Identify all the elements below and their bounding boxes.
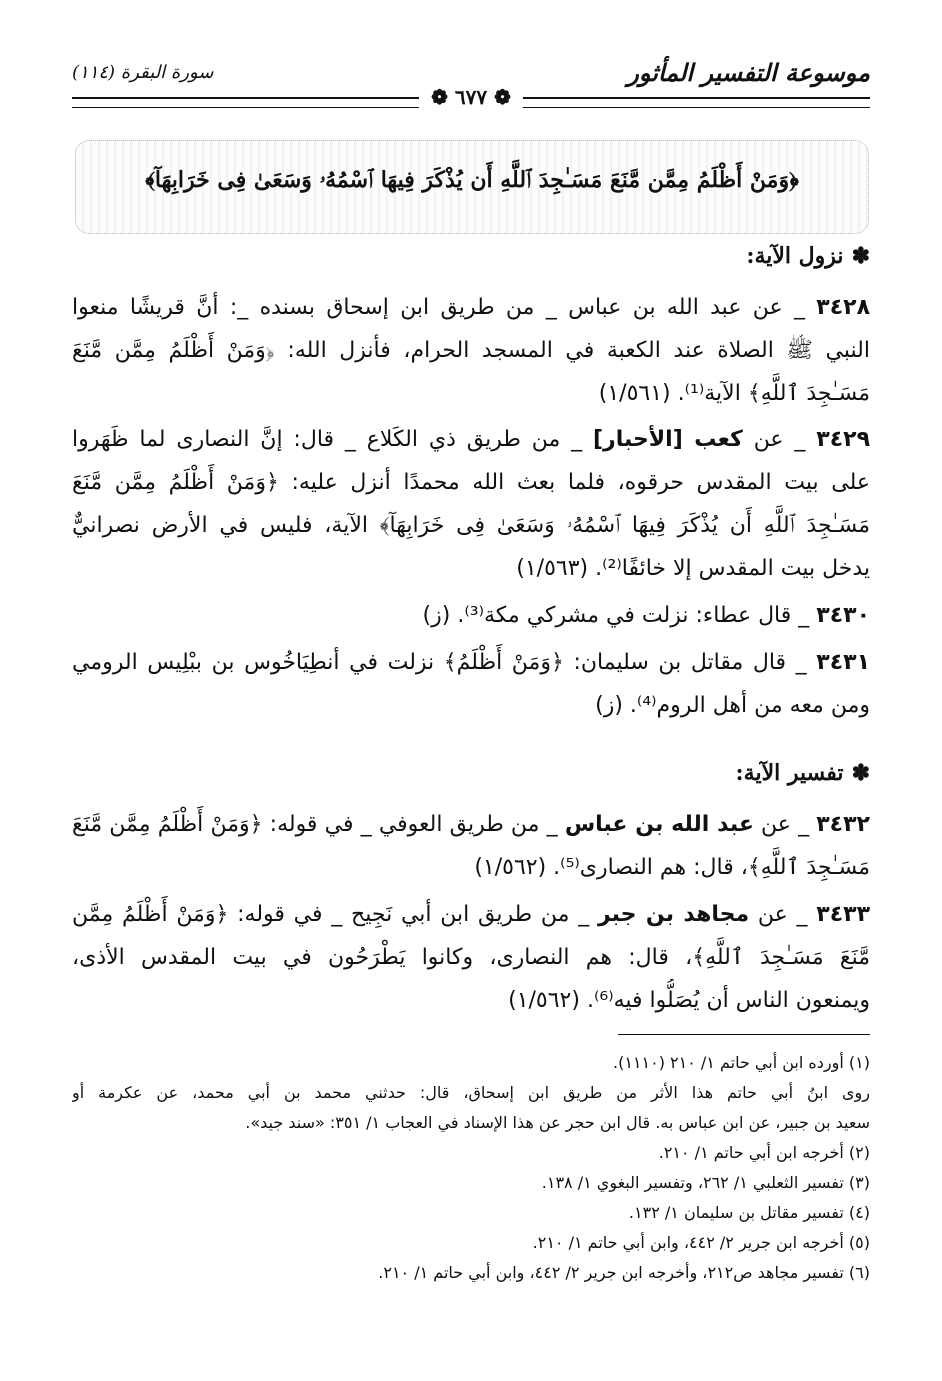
narration-lead: _ عن bbox=[761, 812, 810, 837]
narration-number: ٣٤٢٩ bbox=[816, 427, 870, 452]
narrator-name: عبد الله بن عباس bbox=[564, 812, 754, 837]
narration-number: ٣٤٣٢ bbox=[816, 812, 870, 837]
footnote: (٥) أخرجه ابن جرير ٢/ ٤٤٢، وابن أبي حاتم ١/ ٢١٠. bbox=[532, 1233, 870, 1252]
footnote: (١) أورده ابن أبي حاتم ١/ ٢١٠ (١١١٠). bbox=[613, 1053, 870, 1072]
narrator-name: كعب [الأحبار] bbox=[592, 427, 743, 452]
narration-line: مَسَـٰجِدَ ٱللَّهِ﴾ الآية⁽¹⁾. (١/٥٦١) bbox=[598, 381, 870, 406]
narration-lead: _ عن bbox=[757, 902, 808, 927]
narration-line: ويمنعون الناس أن يُصَلُّوا فيه⁽⁶⁾. (١/٥٦٢) bbox=[508, 988, 870, 1013]
footnote: (٣) تفسير الثعلبي ١/ ٢٦٢، وتفسير البغوي ١/ ١٣٨. bbox=[541, 1173, 870, 1192]
narration-line bbox=[72, 803, 870, 846]
running-header-surah-ref: سورة البقرة (١١٤) bbox=[72, 62, 214, 83]
narration-3429 bbox=[72, 418, 870, 590]
narration-number: ٣٤٣١ bbox=[816, 650, 870, 675]
narration-3431 bbox=[72, 641, 870, 727]
narration-number: ٣٤٣٠ bbox=[816, 603, 870, 628]
footnote-separator bbox=[618, 1034, 870, 1035]
footnotes bbox=[72, 1048, 870, 1288]
narration-text: _ من طريق ذي الكَلاع _ قال: إنَّ النصارى لما ظَهَروا bbox=[72, 427, 583, 452]
narration-3432 bbox=[72, 803, 870, 889]
page-number-value: ٦٧٧ bbox=[454, 85, 488, 109]
narration-text: _ قال مقاتل بن سليمان: ﴿وَمَنْ أَظْلَمُ﴾ نزلت في أنطِيَاخُوس بن ببْلِيس الرومي bbox=[72, 650, 807, 675]
narration-3428 bbox=[72, 286, 870, 415]
section-heading-nuzul-text: نزول الآية: bbox=[746, 243, 844, 269]
footnote: سعيد بن جبير، عن ابن عباس به. قال ابن حجر عن هذا الإسناد في العجاب ١/ ٣٥١: «سند جيد». bbox=[245, 1113, 870, 1132]
narrator-name: مجاهد بن جبر bbox=[597, 902, 750, 927]
flower-ornament-icon: ✽ bbox=[851, 243, 870, 269]
narration-line: ومن معه من أهل الروم⁽⁴⁾. (ز) bbox=[595, 693, 870, 718]
narration-text: _ عن عبد الله بن عباس _ من طريق ابن إسحاق بسنده _: أنَّ قريشًا منعوا bbox=[72, 295, 805, 320]
narration-3433 bbox=[72, 893, 870, 1022]
narration-line: على بيت المقدس حرقوه، فلما بعث الله محمدًا أنزل عليه: ﴿وَمَنْ أَظْلَمُ مِمَّن مَّنَعَ bbox=[72, 470, 870, 495]
narration-line: مَسَـٰجِدَ ٱللَّهِ أَن يُذْكَرَ فِيهَا ٱسْمُهُۥ وَسَعَىٰ فِى خَرَابِهَآ﴾ الآية، فليس في الأرض نصرانيٌّ bbox=[72, 513, 870, 538]
narration-number: ٣٤٣٣ bbox=[816, 902, 870, 927]
flower-ornament-icon: ✽ bbox=[851, 760, 870, 786]
footnote: روى ابنُ أبي حاتم هذا الأثر من طريق ابن إسحاق، قال: حدثني محمد بن أبي محمد، عن عكرمة أو bbox=[72, 1083, 870, 1102]
footnote: (٢) أخرجه ابن أبي حاتم ١/ ٢١٠. bbox=[658, 1143, 870, 1162]
narration-line: يدخل بيت المقدس إلا خائفًا⁽²⁾. (١/٥٦٣) bbox=[516, 556, 870, 581]
narration-line bbox=[72, 286, 870, 329]
section-heading-nuzul bbox=[746, 243, 870, 269]
narration-text: _ قال عطاء: نزلت في مشركي مكة⁽³⁾. (ز) bbox=[422, 603, 810, 628]
narration-line: مَّنَعَ مَسَـٰجِدَ ٱللَّهِ﴾، قال: هم النصارى، وكانوا يَطْرَحُون في بيت المقدس الأذى، bbox=[72, 945, 870, 970]
section-heading-tafsir-text: تفسير الآية: bbox=[735, 760, 844, 786]
verse-text: ﴿وَمَنْ أَظْلَمُ مِمَّن مَّنَعَ مَسَـٰجِدَ ٱللَّهِ أَن يُذْكَرَ فِيهَا ٱسْمُهُۥ وَسَعَىٰ فِى خَرَابِهَآ﴾ bbox=[145, 167, 799, 193]
narration-3430 bbox=[72, 594, 870, 637]
narration-line bbox=[72, 641, 870, 684]
narration-text: _ من طريق العوفي _ في قوله: ﴿وَمَنْ أَظْلَمُ مِمَّن مَّنَعَ bbox=[72, 812, 558, 837]
narration-text: _ من طريق ابن أبي نَجِيح _ في قوله: ﴿وَمَنْ أَظْلَمُ مِمَّن bbox=[72, 902, 590, 927]
narration-line: النبي ﷺ الصلاة عند الكعبة في المسجد الحرام، فأنزل الله: ﴿وَمَنْ أَظْلَمُ مِمَّن مَّنَعَ bbox=[72, 338, 870, 363]
narration-line bbox=[72, 418, 870, 461]
narration-lead: _ عن bbox=[753, 427, 806, 452]
narration-line: مَسَـٰجِدَ ٱللَّهِ﴾، قال: هم النصارى⁽⁵⁾. (١/٥٦٢) bbox=[474, 855, 870, 880]
footnote: (٤) تفسير مقاتل بن سليمان ١/ ١٣٢. bbox=[628, 1203, 870, 1222]
narration-line bbox=[72, 594, 870, 637]
narration-number: ٣٤٢٨ bbox=[816, 295, 870, 320]
running-header-book-title: موسوعة التفسير المأثور bbox=[627, 58, 870, 87]
page-number: ❁ ٦٧٧ ❁ bbox=[419, 85, 523, 109]
narration-line bbox=[72, 893, 870, 936]
section-heading-tafsir bbox=[736, 760, 870, 786]
verse-box bbox=[75, 140, 869, 234]
footnote: (٦) تفسير مجاهد ص٢١٢، وأخرجه ابن جرير ٢/ ٤٤٢، وابن أبي حاتم ١/ ٢١٠. bbox=[378, 1263, 870, 1282]
